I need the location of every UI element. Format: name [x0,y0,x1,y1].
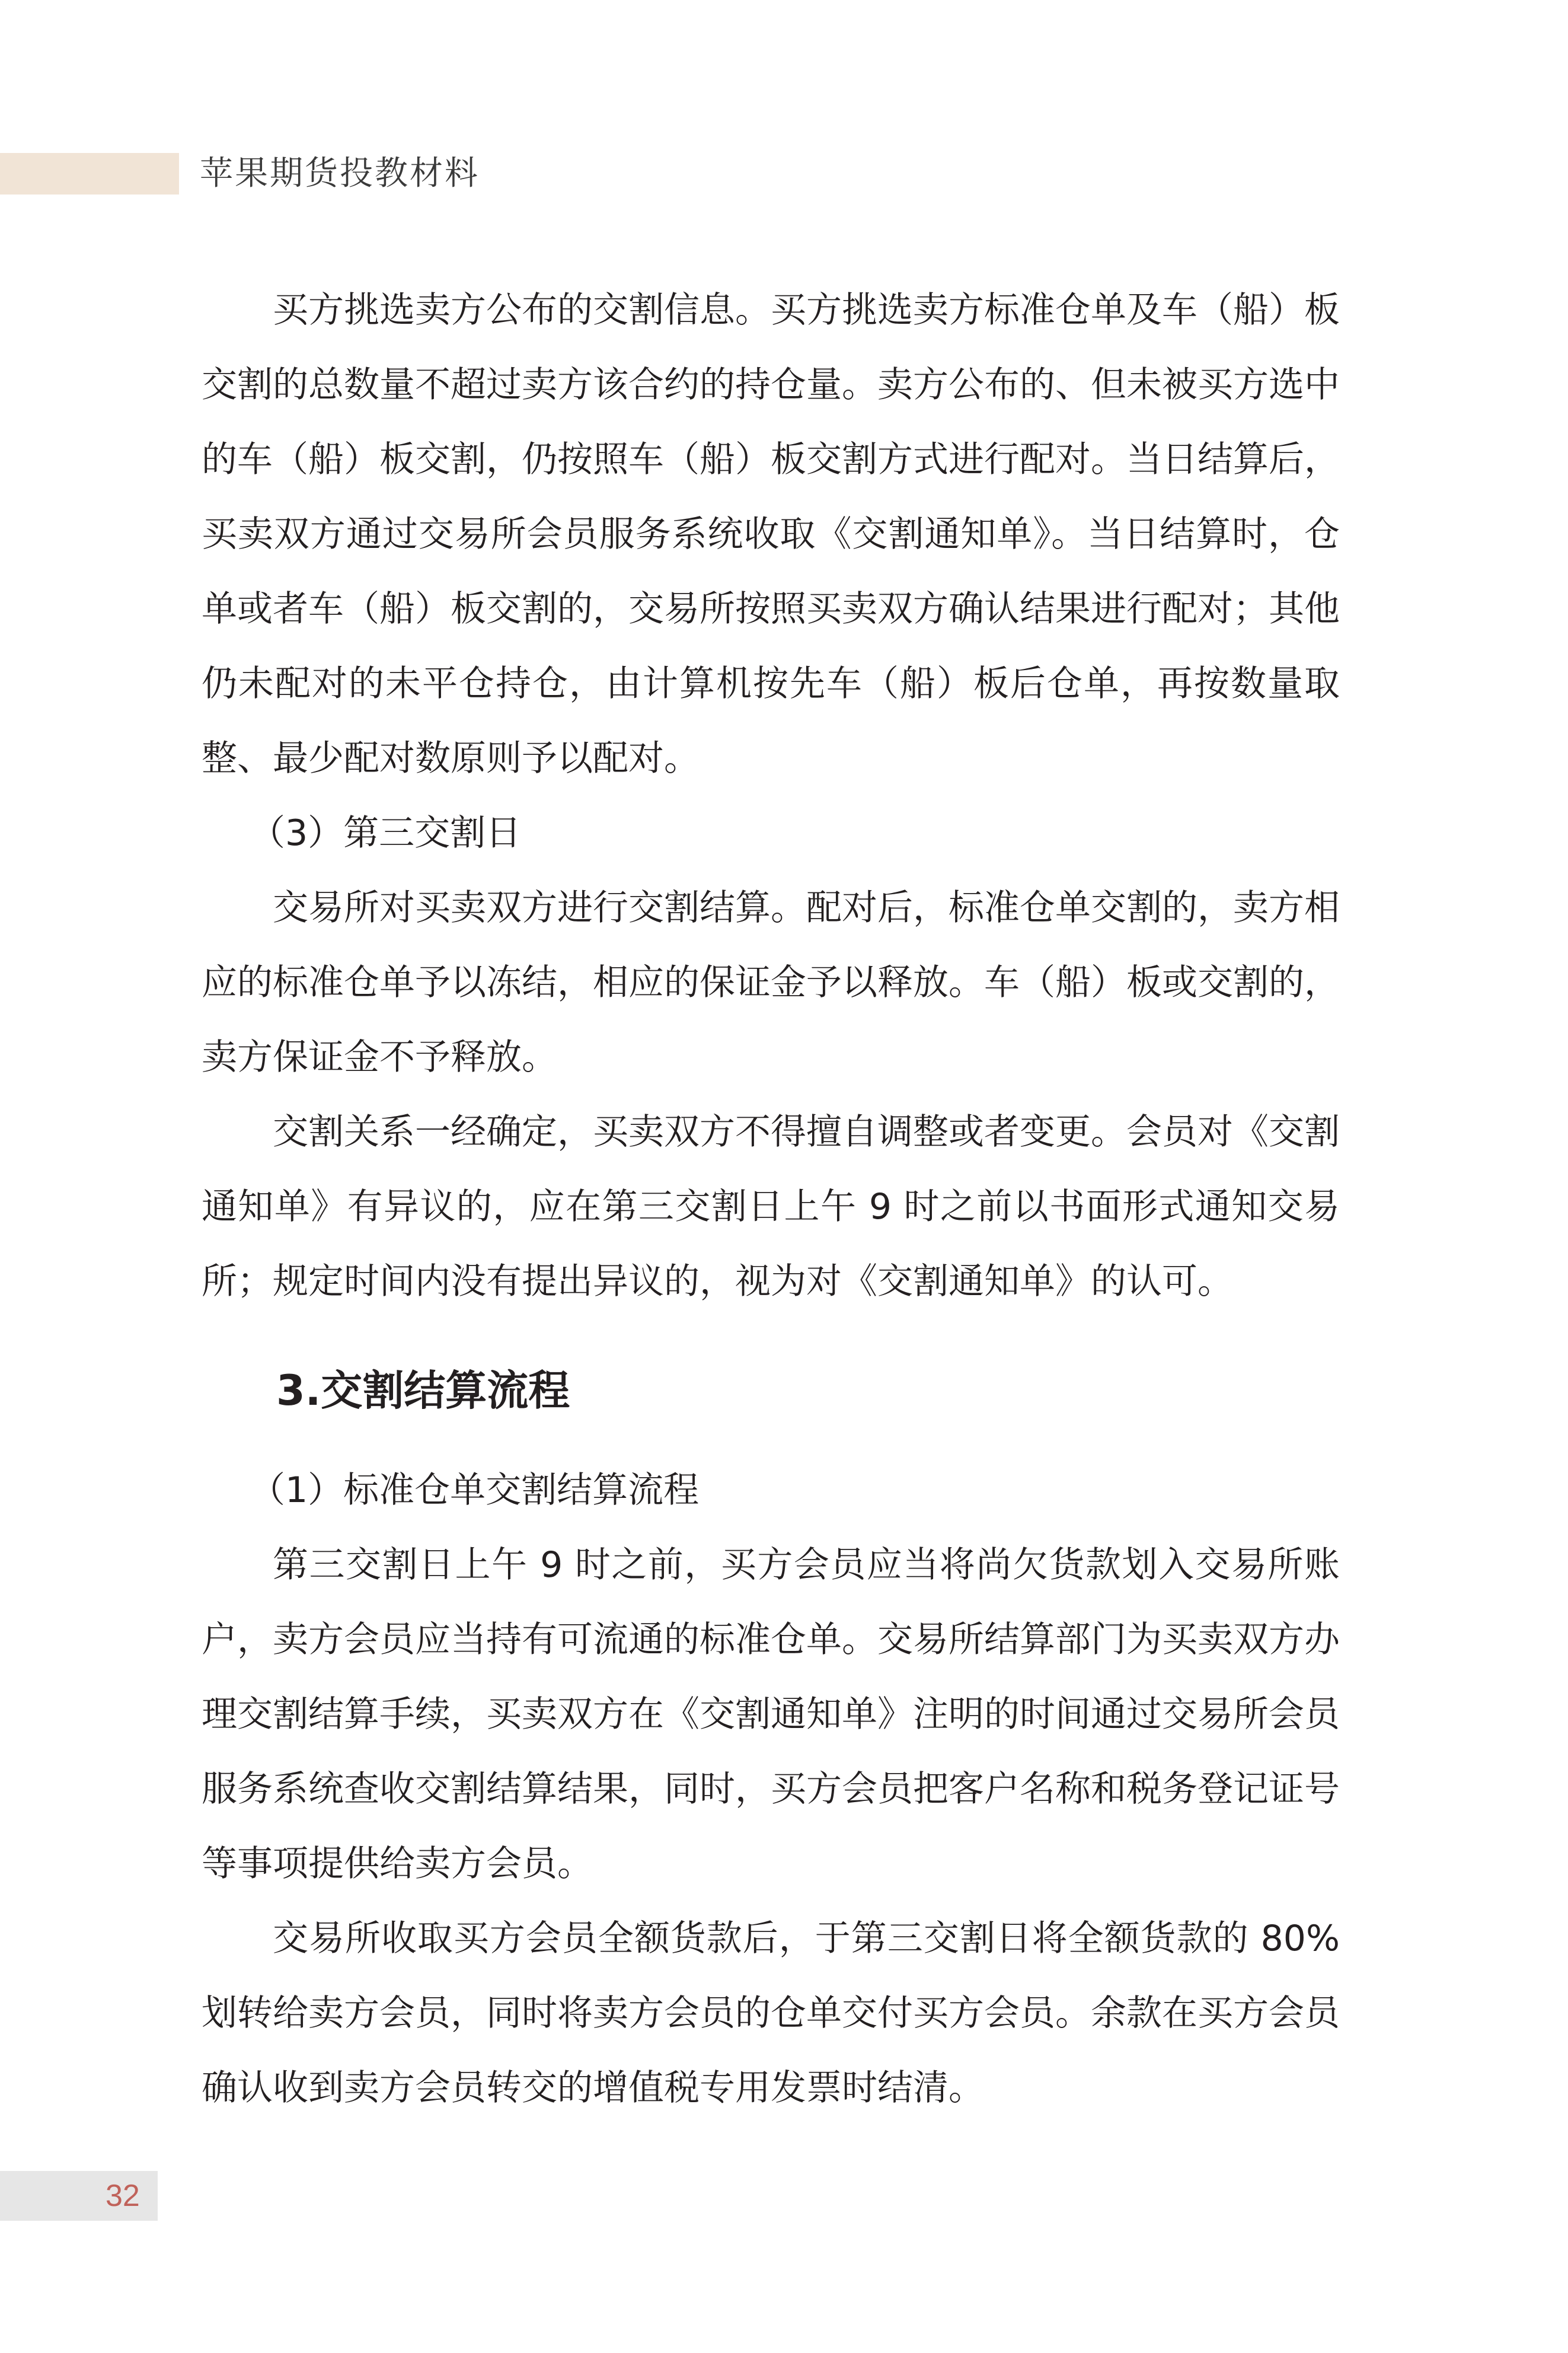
header-accent-bar [0,153,179,195]
paragraph: 第三交割日上午 9 时之前，买方会员应当将尚欠货款划入交易所账户，卖方会员应当持有可流通的标准仓单。交易所结算部门为买卖双方办理交割结算手续，买卖双方在《交割通知单》注明的时间通过交易所会员服务系统查收交割结算结果，同时，买方会员把客户名称和税务登记证号等事项提供给卖方会员。 [202,1544,1340,1885]
subheading-third-delivery-day: （3）第三交割日 [250,812,522,854]
header-title: 苹果期货投教材料 [200,154,480,193]
section-heading: 3.交割结算流程 [276,1366,570,1415]
paragraph: 交易所收取买方会员全额货款后，于第三交割日将全额货款的 80% 划转给卖方会员，同时将卖方会员的仓单交付买方会员。余款在买方会员确认收到卖方会员转交的增值税专用发票时结清。 [202,1918,1340,2109]
paragraph: 交易所对买卖双方进行交割结算。配对后，标准仓单交割的，卖方相应的标准仓单予以冻结，相应的保证金予以释放。车（船）板或交割的，卖方保证金不予释放。 [202,887,1340,1078]
paragraph: 买方挑选卖方公布的交割信息。买方挑选卖方标准仓单及车（船）板交割的总数量不超过卖方该合约的持仓量。卖方公布的、但未被买方选中的车（船）板交割，仍按照车（船）板交割方式进行配对。当日结算后，买卖双方通过交易所会员服务系统收取《交割通知单》。当日结算时，仓单或者车（船）板交割的，交易所按照买卖双方确认结果进行配对；其他仍未配对的未平仓持仓，由计算机按先车（船）板后仓单，再按数量取整、最少配对数原则予以配对。 [202,289,1340,779]
body-block-2 [202,1453,1340,2125]
page-number: 32 [106,2179,140,2213]
body-block-1 [202,273,1340,1319]
subheading-warehouse-receipt-process: （1）标准仓单交割结算流程 [250,1469,700,1511]
paragraph: 交割关系一经确定，买卖双方不得擅自调整或者变更。会员对《交割通知单》有异议的，应在第三交割日上午 9 时之前以书面形式通知交易所；规定时间内没有提出异议的，视为对《交割通知单》的认可。 [202,1111,1340,1302]
